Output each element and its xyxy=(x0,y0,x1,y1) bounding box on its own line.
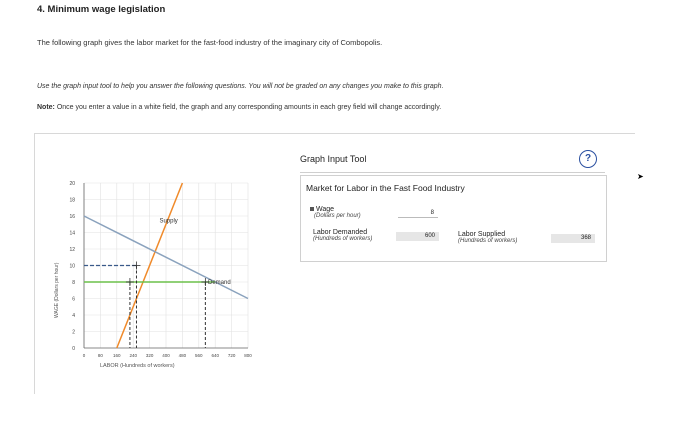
x-tick-label: 560 xyxy=(195,353,203,358)
demand-label: Demand xyxy=(208,280,231,286)
labor-demanded-output: 600 xyxy=(396,232,439,241)
market-title: Market for Labor in the Fast Food Industry xyxy=(306,183,465,193)
wage-unit: (Dollars per hour) xyxy=(314,213,361,219)
y-tick-label: 0 xyxy=(72,346,75,352)
y-tick-label: 4 xyxy=(72,313,75,319)
help-icon[interactable]: ? xyxy=(579,150,597,168)
y-tick-label: 18 xyxy=(69,197,75,204)
y-tick-label: 10 xyxy=(69,263,75,270)
x-tick-label: 720 xyxy=(227,353,236,358)
y-tick-label: 16 xyxy=(69,214,75,220)
wage-input[interactable]: 8 xyxy=(398,209,438,218)
labor-demanded-unit: (Hundreds of workers) xyxy=(313,236,373,242)
x-tick-label: 320 xyxy=(145,353,154,358)
labor-supplied-label: Labor Supplied xyxy=(458,231,506,238)
y-tick-label: 14 xyxy=(69,230,75,237)
note-body: Once you enter a value in a white field, the graph and any corresponding amounts in each grey field will change accordingly. xyxy=(54,104,442,111)
labor-supplied-output: 368 xyxy=(551,234,595,243)
wage-label-group xyxy=(310,206,361,220)
graph-input-tool-panel xyxy=(300,175,607,262)
labor-demanded-label-group xyxy=(313,229,373,243)
labor-supplied-label-group xyxy=(458,231,518,245)
x-axis-title: LABOR (Hundreds of workers) xyxy=(100,363,175,369)
note-text xyxy=(37,104,441,111)
bullet-icon xyxy=(310,207,314,211)
y-axis-title: WAGE (Dollars per hour) xyxy=(54,262,60,318)
note-label: Note: xyxy=(37,104,55,111)
supply-label: Supply xyxy=(159,218,178,225)
x-tick-label: 0 xyxy=(82,353,86,358)
x-tick-label: 640 xyxy=(211,353,219,358)
x-tick-label: 400 xyxy=(162,353,170,358)
x-tick-label: 160 xyxy=(113,353,121,358)
y-tick-label: 6 xyxy=(72,296,75,303)
y-tick-label: 8 xyxy=(72,280,75,286)
x-tick-label: 80 xyxy=(97,353,103,358)
graph-input-tool-header xyxy=(300,150,605,173)
mouse-cursor-icon: ➤ xyxy=(637,172,644,181)
labor-demanded-label: Labor Demanded xyxy=(313,229,368,236)
graph-input-tool-title: Graph Input Tool xyxy=(300,154,367,164)
x-tick-label: 240 xyxy=(129,353,137,358)
y-tick-label: 20 xyxy=(69,181,75,187)
x-tick-label: 480 xyxy=(178,353,187,358)
instructions-text: Use the graph input tool to help you answer the following questions. You will not be graded on any changes you make to this graph. xyxy=(37,83,444,90)
wage-label: Wage xyxy=(316,206,335,213)
labor-supplied-unit: (Hundreds of workers) xyxy=(458,238,518,244)
intro-text: The following graph gives the labor market for the fast-food industry of the imaginary city of Combopolis. xyxy=(37,38,383,47)
x-tick-label: 800 xyxy=(244,353,252,358)
labor-market-graph[interactable] xyxy=(38,170,278,385)
question-title: 4. Minimum wage legislation xyxy=(37,4,166,15)
y-tick-label: 2 xyxy=(72,329,75,336)
y-tick-label: 12 xyxy=(69,247,75,253)
